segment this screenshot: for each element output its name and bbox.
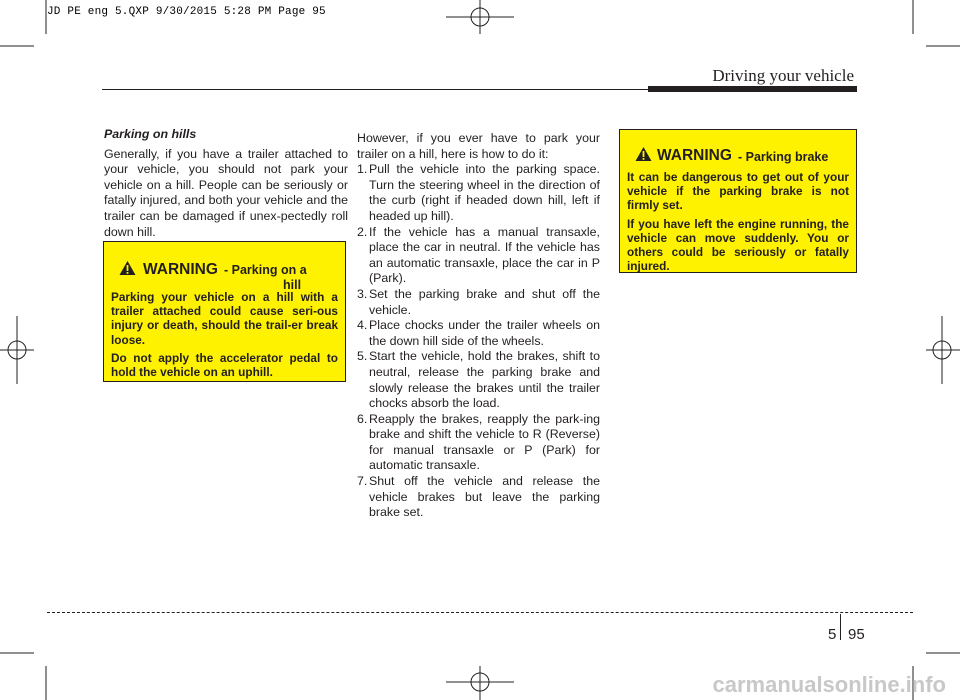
warning-text: Parking your vehicle on a hill with a trailer attached could cause seri-ous injury or death, should the trail-er break loose.: [111, 290, 338, 347]
step-text: Shut off the vehicle and release the vehicle brakes but leave the parking brake set.: [369, 474, 600, 520]
step-text: Start the vehicle, hold the brakes, shift to neutral, release the parking brake and slowly release the brakes until the trailer chocks absorb the load.: [369, 349, 600, 411]
footer-rule: [47, 612, 913, 613]
warning-text: It can be dangerous to get out of your vehicle if the parking brake is not firmly set.: [627, 170, 849, 213]
warning-header: [627, 136, 849, 170]
steps-list: [357, 162, 600, 521]
step-text: Place chocks under the trailer wheels on the down hill side of the wheels.: [369, 318, 600, 348]
warning-subtitle: [224, 263, 334, 293]
warning-body: [627, 170, 849, 273]
warning-label: WARNING: [143, 261, 218, 278]
step-number: 6.: [357, 411, 368, 426]
step-number: 5.: [357, 349, 368, 364]
warning-subtitle: - Parking brake: [738, 150, 829, 164]
page-number: 95: [848, 626, 865, 643]
warning-subtitle-line2: hill: [283, 278, 302, 292]
list-item: [357, 287, 600, 318]
step-text: Reapply the brakes, reapply the park-ing brake and shift the vehicle to R (Reverse) for manual transaxle or P (Park) for automatic transaxle.: [369, 411, 600, 473]
step-number: 4.: [357, 318, 368, 333]
step-text: Pull the vehicle into the parking space. Turn the steering wheel in the direction of the curb (right if headed down hill, left if headed up hill).: [369, 162, 600, 223]
subsection-heading: Parking on hills: [104, 127, 197, 141]
header-rule: [102, 89, 648, 90]
intro-paragraph: However, if you ever have to park your trailer on a hill, here is how to do it:: [357, 131, 600, 161]
watermark: carmanualsonline.info: [712, 672, 946, 697]
list-item: [357, 225, 600, 287]
warning-subtitle-line1: - Parking on a: [224, 263, 307, 277]
section-number: 5: [828, 626, 837, 643]
middle-column: [357, 131, 600, 521]
warning-header: [111, 248, 338, 290]
step-text: Set the parking brake and shut off the vehicle.: [369, 286, 600, 317]
warning-triangle-icon: [635, 146, 652, 162]
warning-triangle-icon: [119, 260, 136, 276]
step-number: 2.: [357, 224, 368, 239]
step-text: If the vehicle has a manual transaxle, place the car in neutral. If the vehicle has an automatic transaxle, place the car in P (Park).: [369, 224, 600, 286]
warning-text: Do not apply the accelerator pedal to hold the vehicle on an uphill.: [111, 350, 338, 380]
warning-body: [111, 290, 338, 379]
warning-text: If you have left the engine running, the vehicle can move suddenly. You or others could be seriously or fatally injured.: [627, 216, 849, 274]
list-item: [357, 349, 600, 411]
body-paragraph: Generally, if you have a trailer attached to your vehicle, you should not park your vehicle on a hill. People can be seriously or fatally injured, and both your vehicle and the trailer can be damaged if unex-pectedly roll down hill.: [104, 146, 348, 239]
list-item: [357, 162, 600, 224]
warning-box-parking-brake: [619, 129, 857, 273]
warning-box-hill: [103, 241, 346, 382]
list-item: [357, 412, 600, 474]
left-column: [104, 127, 348, 240]
step-number: 1.: [357, 162, 368, 177]
header-rule-bar: [648, 86, 857, 92]
print-slug: JD PE eng 5.QXP 9/30/2015 5:28 PM Page 95: [47, 6, 326, 18]
step-number: 7.: [357, 474, 368, 489]
list-item: [357, 474, 600, 521]
list-item: [357, 318, 600, 349]
warning-label: WARNING: [657, 147, 732, 164]
section-title: Driving your vehicle: [712, 66, 854, 85]
step-number: 3.: [357, 286, 368, 301]
page-number-divider: [840, 614, 841, 640]
